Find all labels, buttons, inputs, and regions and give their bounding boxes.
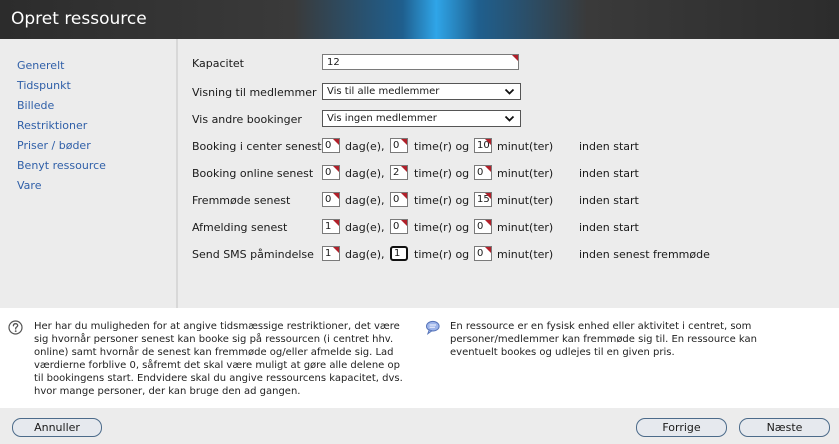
required-marker [333, 193, 339, 199]
attendance-suffix: inden start [579, 194, 639, 207]
nav-item-billede[interactable]: Billede [17, 99, 55, 112]
sms-reminder-label: Send SMS påmindelse [192, 248, 314, 261]
days-unit: dag(e), [345, 167, 385, 180]
nav-item-benyt-ressource[interactable]: Benyt ressource [17, 159, 106, 172]
nav-item-generelt[interactable]: Generelt [17, 59, 65, 72]
booking-center-label: Booking i center senest [192, 140, 322, 153]
other-bookings-select[interactable] [322, 110, 521, 127]
chevron-down-icon [504, 86, 515, 97]
minutes-value: 10 [477, 140, 490, 151]
days-unit: dag(e), [345, 194, 385, 207]
days-value: 0 [325, 167, 332, 178]
hours-value: 0 [393, 194, 400, 205]
footer-bar [0, 408, 839, 444]
required-marker [512, 55, 518, 61]
attendance-hours-input[interactable] [390, 192, 408, 207]
sms-reminder-suffix: inden senest fremmøde [579, 248, 710, 261]
next-button[interactable]: Næste [739, 418, 830, 437]
days-unit: dag(e), [345, 221, 385, 234]
minutes-unit: minut(ter) [497, 194, 554, 207]
hours-value: 0 [393, 221, 400, 232]
days-unit: dag(e), [345, 248, 385, 261]
nav-item-vare[interactable]: Vare [17, 179, 42, 192]
days-unit: dag(e), [345, 140, 385, 153]
cancellation-hours-input[interactable] [390, 219, 408, 234]
hours-unit: time(r) og [414, 221, 470, 234]
visibility-label: Visning til medlemmer [192, 86, 317, 99]
other-bookings-label: Vis andre bookinger [192, 113, 302, 126]
booking-center-days-input[interactable] [322, 138, 340, 153]
booking-center-suffix: inden start [579, 140, 639, 153]
cancellation-minutes-input[interactable] [474, 219, 492, 234]
sms-reminder-days-input[interactable] [322, 246, 340, 261]
speech-bubble-icon [425, 320, 440, 335]
days-value: 1 [325, 248, 332, 259]
minutes-value: 0 [477, 221, 484, 232]
visibility-selected: Vis til alle medlemmer [327, 86, 440, 97]
capacity-input[interactable] [322, 54, 519, 70]
attendance-label: Fremmøde senest [192, 194, 291, 207]
booking-center-hours-input[interactable] [390, 138, 408, 153]
restrictions-form [178, 39, 839, 308]
nav-item-priser-boder[interactable]: Priser / bøder [17, 139, 91, 152]
nav-item-restriktioner[interactable]: Restriktioner [17, 119, 88, 132]
hours-unit: time(r) og [414, 140, 470, 153]
booking-online-suffix: inden start [579, 167, 639, 180]
booking-online-days-input[interactable] [322, 165, 340, 180]
window-title: Opret ressource [11, 9, 147, 29]
help-text-resource: En ressource er en fysisk enhed eller aktivitet i centret, som personer/medlemmer kan fremmøde sig til. En ressource kan eventuelt bookes og udlejes til en given pris. [450, 321, 758, 358]
required-marker [401, 193, 407, 199]
cancellation-suffix: inden start [579, 221, 639, 234]
attendance-minutes-input[interactable] [474, 192, 492, 207]
other-bookings-selected: Vis ingen medlemmer [327, 113, 437, 124]
required-marker [485, 220, 491, 226]
days-value: 1 [325, 221, 332, 232]
hours-value: 1 [394, 248, 401, 259]
sms-reminder-hours-input[interactable] [390, 246, 408, 261]
days-value: 0 [325, 140, 332, 151]
hours-value: 0 [393, 140, 400, 151]
cancellation-label: Afmelding senest [192, 221, 288, 234]
minutes-unit: minut(ter) [497, 140, 554, 153]
required-marker [333, 220, 339, 226]
booking-online-hours-input[interactable] [390, 165, 408, 180]
hours-unit: time(r) og [414, 167, 470, 180]
help-panel [0, 308, 839, 408]
required-marker [401, 166, 407, 172]
cancellation-days-input[interactable] [322, 219, 340, 234]
minutes-value: 0 [477, 248, 484, 259]
minutes-value: 0 [477, 167, 484, 178]
capacity-value: 12 [327, 57, 340, 68]
minutes-unit: minut(ter) [497, 248, 554, 261]
required-marker [485, 247, 491, 253]
required-marker [485, 139, 491, 145]
required-marker [401, 139, 407, 145]
minutes-unit: minut(ter) [497, 167, 554, 180]
required-marker [333, 139, 339, 145]
minutes-value: 15 [477, 194, 490, 205]
question-circle-icon [8, 320, 23, 335]
required-marker [485, 193, 491, 199]
visibility-select[interactable] [322, 83, 521, 100]
booking-online-label: Booking online senest [192, 167, 314, 180]
capacity-label: Kapacitet [192, 57, 244, 70]
required-marker [333, 166, 339, 172]
previous-button[interactable]: Forrige [636, 418, 727, 437]
cancel-button[interactable]: Annuller [12, 418, 102, 437]
booking-center-minutes-input[interactable] [474, 138, 492, 153]
title-bar [0, 0, 839, 39]
help-text-restrictions: Her har du muligheden for at angive tidsmæssige restriktioner, det være sig hvornår personer senest kan booke sig på ressourcen (i centret hhv. online) samt hvornår de senest kan fremmøde og/eller afmelde sig. Lad værdierne forblive 0, såfremt det skal være muligt at gøre alle delene op til bookingens start. Endvidere skal du angive ressourcens kapacitet, dvs. hvor mange personer, der kan bruge den ad gangen. [34, 321, 403, 397]
required-marker [333, 247, 339, 253]
hours-value: 2 [393, 167, 400, 178]
required-marker [401, 220, 407, 226]
hours-unit: time(r) og [414, 194, 470, 207]
sidebar-nav [0, 39, 176, 308]
required-marker [485, 166, 491, 172]
hours-unit: time(r) og [414, 248, 470, 261]
booking-online-minutes-input[interactable] [474, 165, 492, 180]
chevron-down-icon [504, 113, 515, 124]
days-value: 0 [325, 194, 332, 205]
attendance-days-input[interactable] [322, 192, 340, 207]
minutes-unit: minut(ter) [497, 221, 554, 234]
sms-reminder-minutes-input[interactable] [474, 246, 492, 261]
nav-item-tidspunkt[interactable]: Tidspunkt [17, 79, 71, 92]
